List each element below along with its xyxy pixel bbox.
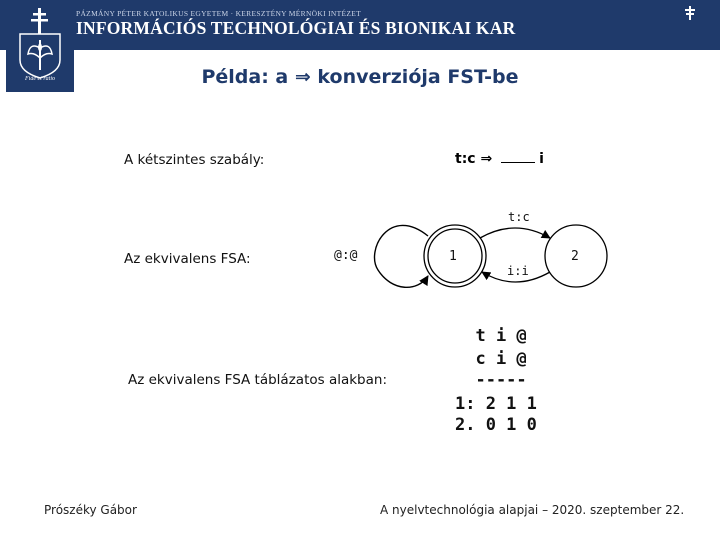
upper-arc-label: t:c (508, 210, 530, 224)
header-faculty-name: INFORMÁCIÓS TECHNOLÓGIAI ÉS BIONIKAI KAR (76, 18, 516, 38)
state-1-label: 1 (449, 249, 457, 264)
header-university-name: PÁZMÁNY PÉTER KATOLIKUS EGYETEM · KERESZTÉNY MÉRNÖKI INTÉZET (76, 9, 361, 18)
rule-left-side: t:c (455, 151, 476, 167)
table-label: Az ekvivalens FSA táblázatos alakban: (128, 372, 388, 388)
upper-arc (480, 228, 550, 238)
fsa-label: Az ekvivalens FSA: (124, 251, 251, 267)
footer-course-date: A nyelvtechnológia alapjai – 2020. szeptember 22. (380, 503, 685, 517)
rule-right-context: i (539, 151, 544, 167)
state-2-label: 2 (571, 249, 579, 264)
footer-author: Prószéky Gábor (44, 503, 137, 517)
logo-motto: Fide et ratio (25, 76, 55, 82)
rule-arrow: ⇒ (480, 151, 493, 167)
rule-label: A kétszintes szabály: (124, 152, 265, 168)
slide-title: Példa: a ⇒ konverziója FST-be (201, 66, 519, 88)
table-row-state-2: 2. 0 1 0 (455, 415, 537, 435)
table-row-upper: t i @ (455, 326, 527, 346)
table-row-state-1: 1: 2 1 1 (455, 394, 537, 414)
self-loop-label: @:@ (334, 248, 358, 263)
self-loop-arc (375, 225, 428, 287)
lower-arc-label: i:i (507, 264, 529, 278)
table-separator: ----- (455, 370, 527, 390)
table-row-lower: c i @ (455, 349, 527, 369)
